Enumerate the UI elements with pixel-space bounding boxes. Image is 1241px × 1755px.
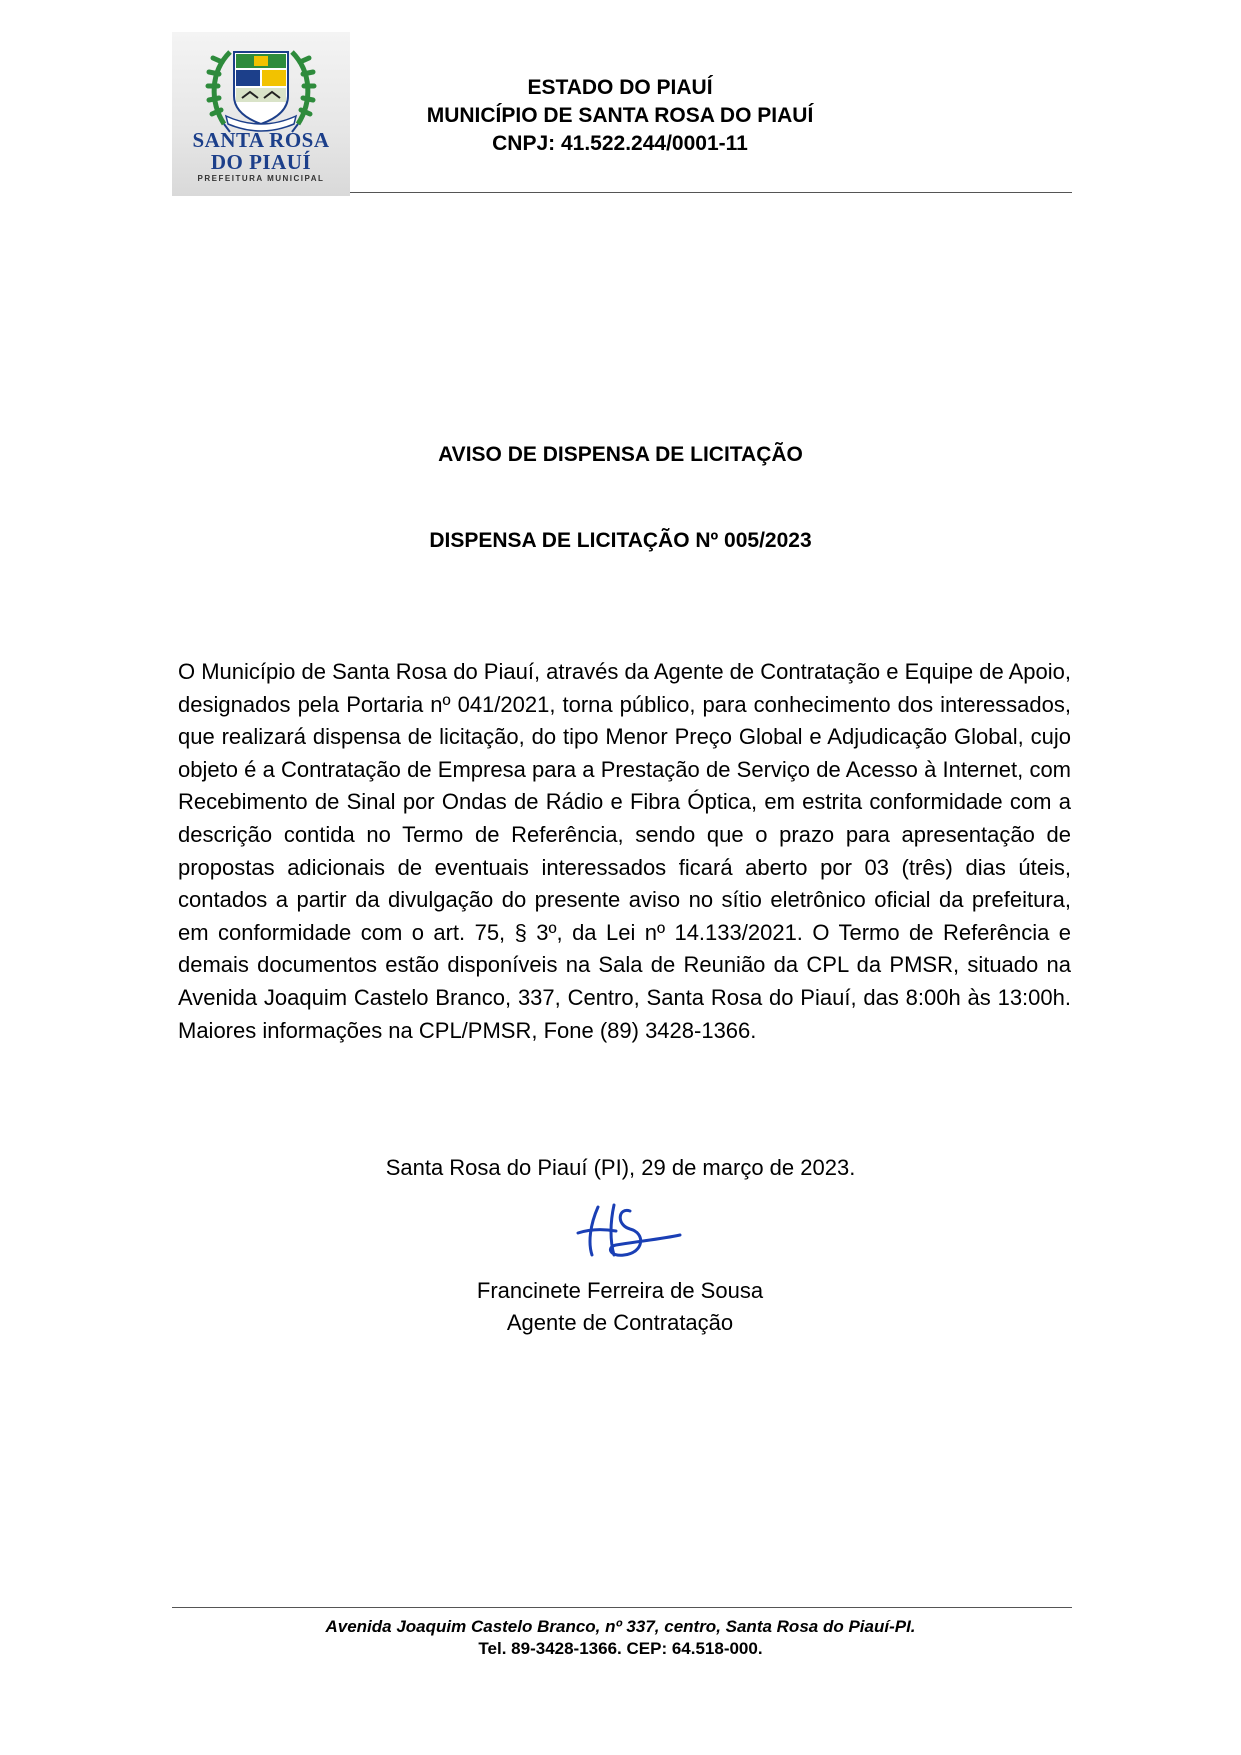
logo-line-3: PREFEITURA MUNICIPAL — [197, 174, 325, 183]
notice-date: Santa Rosa do Piauí (PI), 29 de março de 2023. — [385, 1155, 856, 1180]
letterhead — [360, 74, 880, 158]
cnpj: CNPJ: 41.522.244/0001-11 — [492, 132, 748, 155]
footer-contact: Tel. 89-3428-1366. CEP: 64.518-000. — [478, 1639, 763, 1658]
notice-title: AVISO DE DISPENSA DE LICITAÇÃO — [438, 443, 803, 466]
notice-number: DISPENSA DE LICITAÇÃO Nº 005/2023 — [429, 529, 812, 552]
logo-line-1: SANTA ROSA — [192, 128, 330, 152]
signer-name: Francinete Ferreira de Sousa — [476, 1278, 764, 1303]
footer-address: Avenida Joaquim Castelo Branco, nº 337, centro, Santa Rosa do Piauí-PI. — [325, 1617, 916, 1636]
header-divider — [350, 192, 1072, 193]
handwritten-signature — [570, 1195, 690, 1265]
state-name: ESTADO DO PIAUÍ — [527, 76, 713, 99]
municipality-name: MUNICÍPIO DE SANTA ROSA DO PIAUÍ — [426, 104, 814, 127]
notice-body: O Município de Santa Rosa do Piauí, através da Agente de Contratação e Equipe de Apoio, designados pela Portaria nº 041/2021, torna público, para conhecimento dos interessados, que realizará dispensa de licitação, do tipo Menor Preço Global e Adjudicação Global, cujo objeto é a Contratação de Empresa para a Prestação de Serviço de Acesso à Internet, com Recebimento de Sinal por Ondas de Rádio e Fibra Óptica, em estrita conformidade com a descrição contida no Termo de Referência, sendo que o prazo para apresentação de propostas adicionais de eventuais interessados ficará aberto por 03 (três) dias úteis, contados a partir da divulgação do presente aviso no sítio eletrônico oficial da prefeitura, em conformidade com o art. 75, § 3º, da Lei nº 14.133/2021. O Termo de Referência e demais documentos estão disponíveis na Sala de Reunião da CPL da PMSR, situado na Avenida Joaquim Castelo Branco, 337, Centro, Santa Rosa do Piauí, das 8:00h às 13:00h. Maiores informações na CPL/PMSR, Fone (89) 3428-1366. — [178, 659, 1071, 1043]
footer-divider — [172, 1607, 1072, 1608]
municipal-logo — [172, 32, 350, 196]
logo-line-2: DO PIAUÍ — [210, 150, 312, 174]
signer-role: Agente de Contratação — [506, 1310, 734, 1335]
